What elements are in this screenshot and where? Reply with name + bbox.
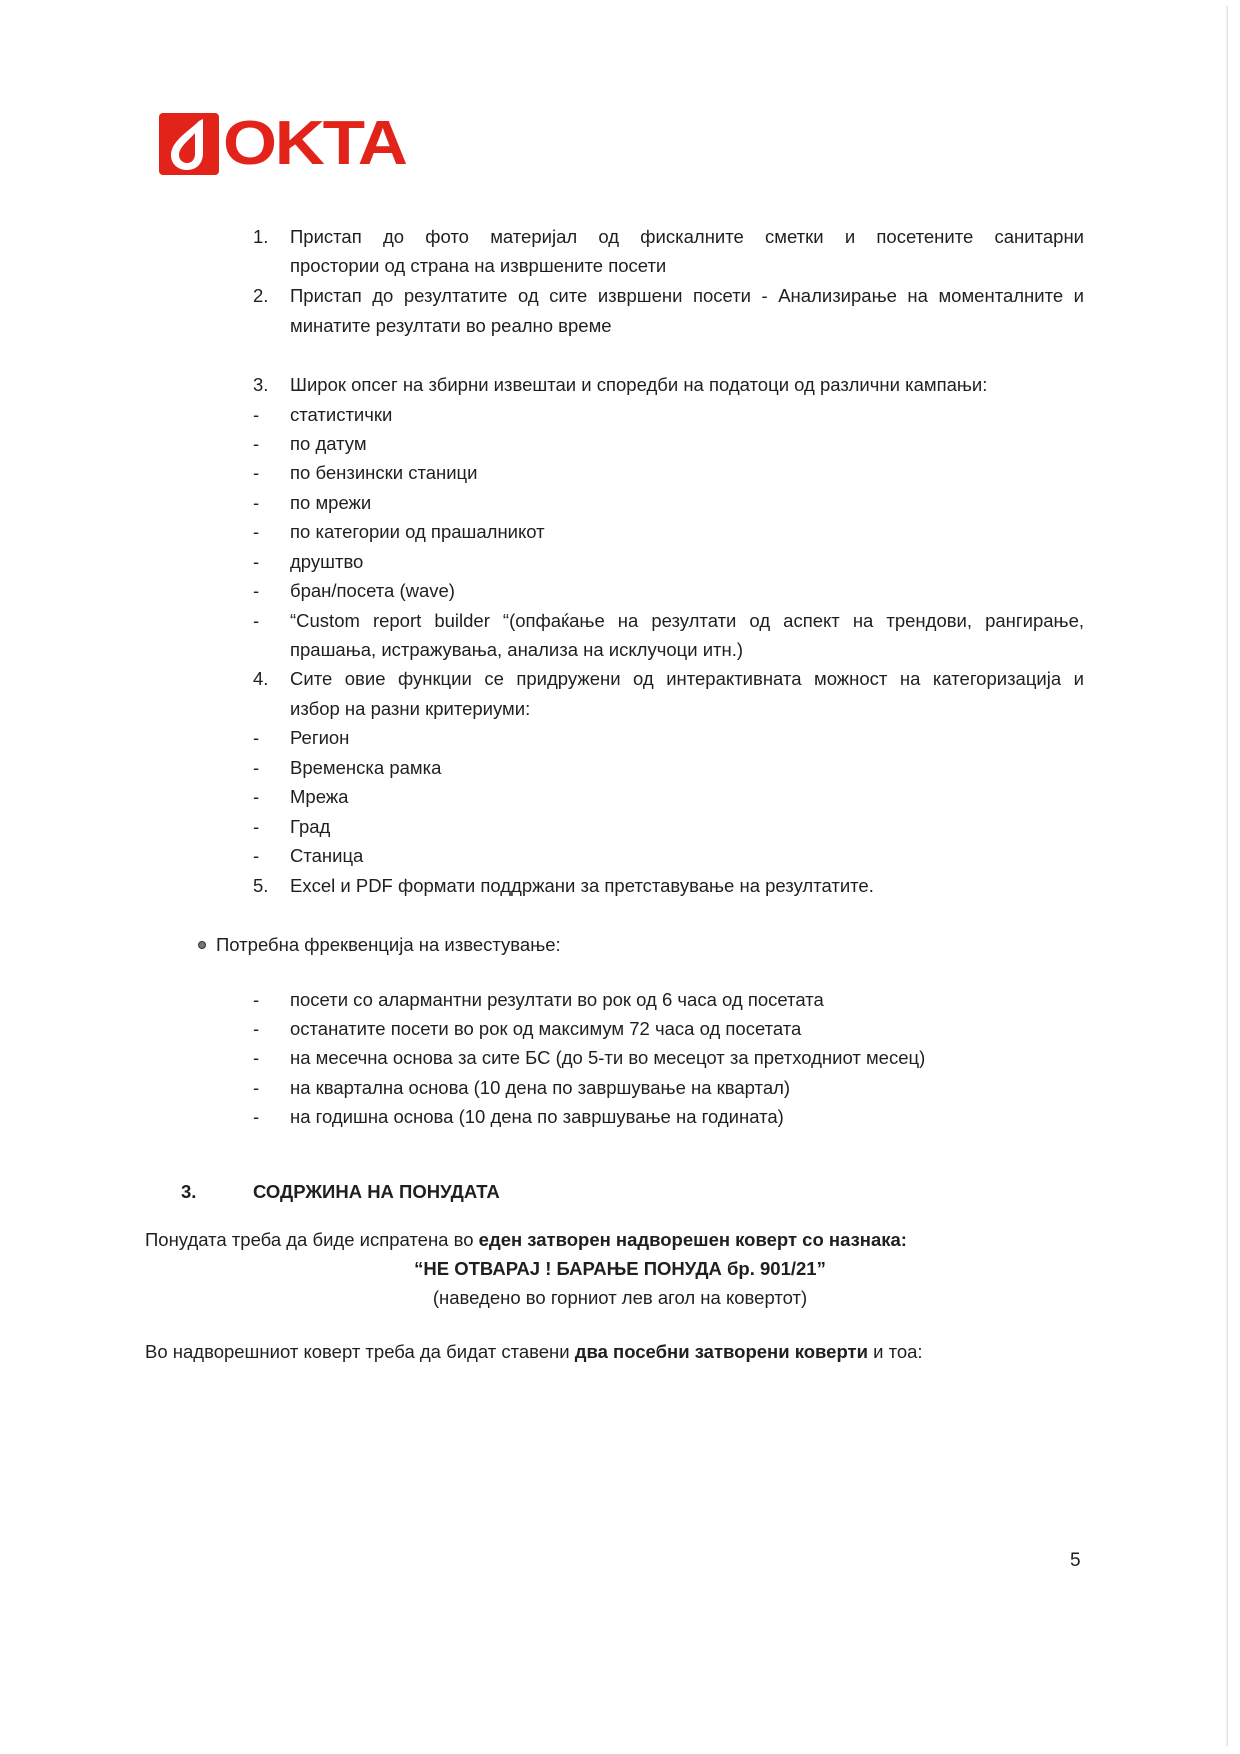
list-number: 1. — [253, 226, 269, 247]
envelope-mark-note: (наведено во горниот лев агол на ковертот) — [432, 1287, 808, 1308]
dash: - — [253, 610, 260, 631]
bullet-icon — [198, 941, 206, 949]
sub-item-text: по категории од прашалникот — [290, 521, 545, 542]
dash: - — [253, 727, 260, 748]
dash: - — [253, 816, 260, 837]
list-text: Сите овие функции се придружени од интерактивната можност на категоризација и — [290, 668, 1084, 689]
sub-item-text: Станица — [290, 845, 364, 866]
sub-item-text: Мрежа — [290, 786, 349, 807]
paragraph-inner-envelopes — [145, 1337, 923, 1367]
dash: - — [253, 1018, 260, 1039]
frequency-item-text: останатите посети во рок од максимум 72 часа од посетата — [290, 1018, 802, 1039]
frequency-item-text: на годишна основа (10 дена по завршување на годината) — [290, 1106, 784, 1127]
section-number: 3. — [181, 1181, 197, 1202]
dash: - — [253, 492, 260, 513]
list-number: 3. — [253, 374, 269, 395]
dash: - — [253, 551, 260, 572]
paragraph-offer-envelope — [145, 1225, 907, 1255]
okta-wordmark-text: OKTA — [223, 109, 406, 178]
page-edge — [1227, 6, 1228, 1746]
dash: - — [253, 580, 260, 601]
okta-logo — [159, 109, 406, 178]
dash: - — [253, 521, 260, 542]
list-text: минатите резултати во реално време — [290, 315, 612, 336]
list-number: 2. — [253, 285, 269, 306]
paragraph-text: Понудата треба да биде испратена во — [145, 1229, 479, 1250]
dash: - — [253, 757, 260, 778]
list-text: Широк опсег на збирни извештаи и споредби на податоци од различни кампањи: — [290, 374, 988, 395]
sub-item-text: по бензински станици — [290, 462, 478, 483]
frequency-item-text: посети со алармантни резултати во рок од 6 часа од посетата — [290, 989, 824, 1010]
sub-item-text: прашања, истражувања, анализа на исклучоци итн.) — [290, 639, 744, 660]
sub-item-text: по мрежи — [290, 492, 372, 513]
list-text: избор на разни критериуми: — [290, 698, 531, 719]
page-edge-shadow — [1226, 6, 1227, 1746]
sub-item-text: бран/посета (wave) — [290, 580, 455, 601]
dash: - — [253, 989, 260, 1010]
paragraph-text: Во надворешниот коверт треба да бидат ставени — [145, 1341, 575, 1362]
sub-item-text: друштво — [290, 551, 364, 572]
sub-item-text: Регион — [290, 727, 350, 748]
dash: - — [253, 1106, 260, 1127]
list-number: 4. — [253, 668, 269, 689]
list-text: простории од страна на извршените посети — [290, 255, 667, 276]
paragraph-bold: два посебни затворени коверти — [574, 1341, 868, 1362]
dash: - — [253, 404, 260, 425]
sub-item-text: “Custom report builder “(опфаќање на резултати од аспект на трендови, рангирање, — [290, 610, 1084, 631]
list-text: Пристап до резултатите од сите извршени посети - Анализирање на моменталните и — [290, 285, 1084, 306]
envelope-mark: “НЕ ОТВАРАЈ ! БАРАЊЕ ПОНУДА бр. 901/21” — [414, 1258, 826, 1279]
sub-item-text: Временска рамка — [290, 757, 442, 778]
page-number: 5 — [1070, 1550, 1081, 1571]
section-title: СОДРЖИНА НА ПОНУДАТА — [253, 1181, 500, 1202]
okta-drop-icon — [159, 113, 219, 175]
list-text: Пристап до фото материјал од фискалните сметки и посетените санитарни — [290, 226, 1084, 247]
dash: - — [253, 845, 260, 866]
sub-item-text: Град — [290, 816, 331, 837]
sub-item-text: статистички — [290, 404, 393, 425]
frequency-heading-text: Потребна фреквенција на известување: — [216, 934, 561, 955]
sub-item-text: по датум — [290, 433, 367, 454]
paragraph-bold: еден затворен надворешен коверт со назнака: — [478, 1229, 907, 1250]
list-text: Excel и PDF формати поддржани за претставување на резултатите. — [290, 875, 874, 896]
frequency-item-text: на квартална основа (10 дена по завршување на квартал) — [290, 1077, 791, 1098]
dash: - — [253, 462, 260, 483]
list-number: 5. — [253, 875, 269, 896]
paragraph-text: и тоа: — [867, 1341, 923, 1362]
dash: - — [253, 1047, 260, 1068]
dash: - — [253, 786, 260, 807]
dash: - — [253, 1077, 260, 1098]
frequency-item-text: на месечна основа за сите БС (до 5-ти во месецот за претходниот месец) — [290, 1047, 926, 1068]
okta-wordmark — [223, 109, 406, 178]
dash: - — [253, 433, 260, 454]
